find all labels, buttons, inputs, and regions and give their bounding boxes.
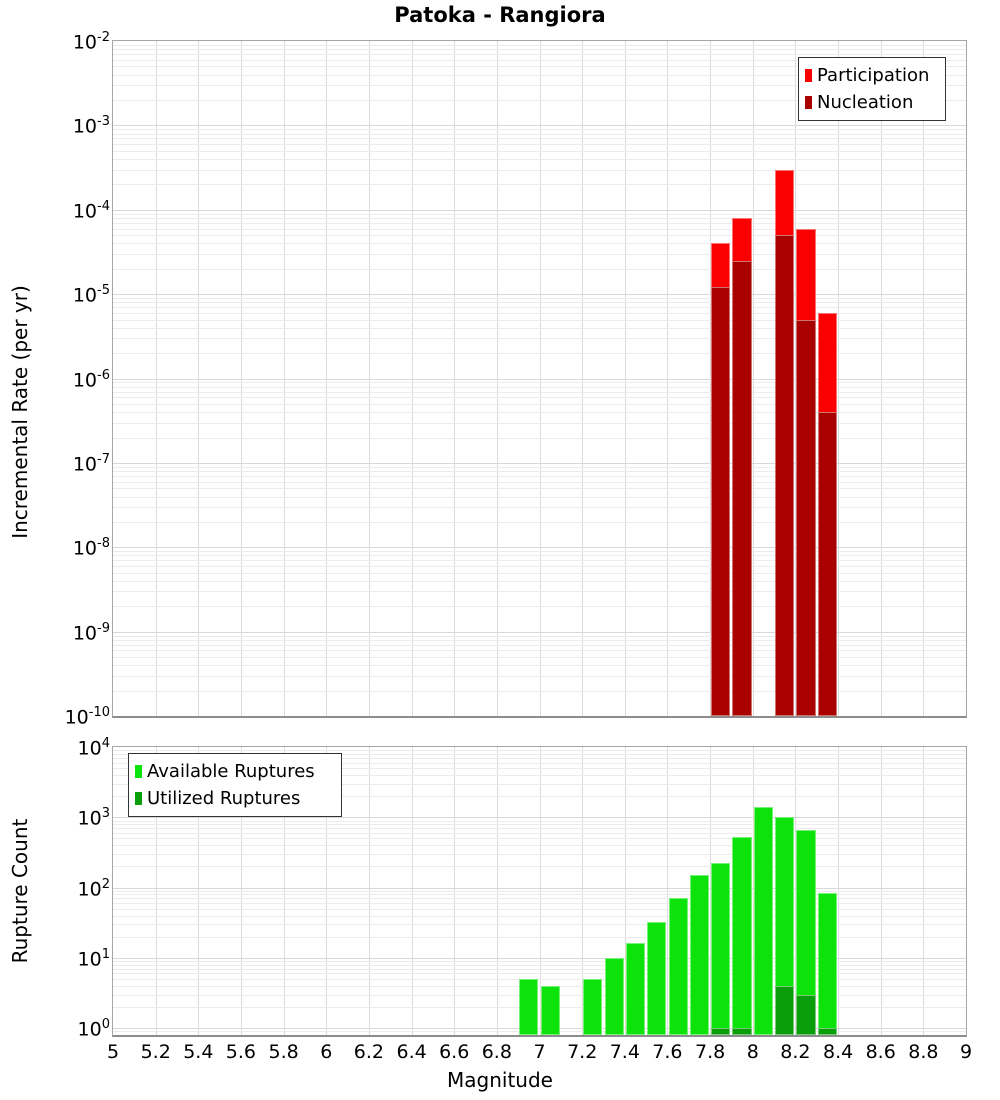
minor-gridline <box>113 566 966 567</box>
minor-gridline <box>113 909 966 910</box>
minor-gridline <box>113 229 966 230</box>
utilized-ruptures-legend-label: Utilized Ruptures <box>147 788 301 809</box>
available-ruptures-bar <box>541 986 560 1035</box>
minor-gridline <box>113 522 966 523</box>
utilized-ruptures-bar <box>732 1028 751 1035</box>
minor-gridline <box>113 313 966 314</box>
y-tick-label: $10^{-2}$ <box>72 30 110 54</box>
major-gridline <box>113 463 966 464</box>
legend-row <box>805 62 939 89</box>
minor-gridline <box>113 302 966 303</box>
minor-gridline <box>113 467 966 468</box>
minor-gridline <box>113 657 966 658</box>
x-tick-label: 8.4 <box>822 1041 854 1063</box>
y-tick-label: $10^{-6}$ <box>72 367 110 391</box>
y-tick-label: $10^{-5}$ <box>72 283 110 307</box>
minor-gridline <box>113 159 966 160</box>
available-ruptures-legend-marker <box>135 765 142 778</box>
x-tick-label: 7.8 <box>694 1041 726 1063</box>
y-tick-label: $10^0$ <box>77 1017 110 1041</box>
y-tick-label: $10^4$ <box>77 736 110 760</box>
minor-gridline <box>113 854 966 855</box>
nucleation-legend-marker <box>805 96 812 109</box>
minor-gridline <box>113 645 966 646</box>
minor-gridline <box>113 138 966 139</box>
x-tick-label: 8.8 <box>908 1041 939 1063</box>
available-ruptures-bar <box>732 837 751 1035</box>
nucleation-bar <box>711 287 730 716</box>
incremental-rate-plot <box>112 40 967 718</box>
x-tick-label: 7 <box>533 1041 546 1063</box>
minor-gridline <box>113 636 966 637</box>
minor-gridline <box>113 170 966 171</box>
major-gridline <box>113 1028 966 1029</box>
minor-gridline <box>113 338 966 339</box>
major-gridline <box>113 547 966 548</box>
x-axis-title: Magnitude <box>447 1068 553 1092</box>
utilized-ruptures-bar <box>796 995 815 1036</box>
minor-gridline <box>113 243 966 244</box>
minor-gridline <box>113 573 966 574</box>
x-tick-label: 7.6 <box>652 1041 683 1063</box>
minor-gridline <box>113 555 966 556</box>
available-ruptures-bar <box>626 943 645 1035</box>
y-tick-label: $10^{-8}$ <box>72 536 110 560</box>
minor-gridline <box>113 254 966 255</box>
minor-gridline <box>113 750 966 751</box>
major-gridline <box>113 632 966 633</box>
major-gridline <box>113 125 966 126</box>
utilized-ruptures-bar <box>775 986 794 1035</box>
available-ruptures-bar <box>669 898 688 1036</box>
minor-gridline <box>113 404 966 405</box>
chart-title: Patoka - Rangiora <box>394 3 606 27</box>
minor-gridline <box>113 134 966 135</box>
minor-gridline <box>113 476 966 477</box>
minor-gridline <box>113 497 966 498</box>
x-tick-label: 5.8 <box>268 1041 299 1063</box>
minor-gridline <box>113 833 966 834</box>
incremental-rate-plot-area <box>113 41 966 716</box>
y-tick-label: $10^{-9}$ <box>72 620 110 644</box>
minor-gridline <box>113 606 966 607</box>
minor-gridline <box>113 676 966 677</box>
minor-gridline <box>113 307 966 308</box>
minor-gridline <box>113 129 966 130</box>
major-gridline <box>113 379 966 380</box>
minor-gridline <box>113 560 966 561</box>
minor-gridline <box>113 397 966 398</box>
available-ruptures-bar <box>583 979 602 1035</box>
nucleation-bar <box>796 320 815 717</box>
count-legend <box>128 753 342 817</box>
available-ruptures-bar <box>754 807 773 1035</box>
minor-gridline <box>113 845 966 846</box>
minor-gridline <box>113 423 966 424</box>
minor-gridline <box>113 924 966 925</box>
x-tick-label: 6.4 <box>396 1041 427 1063</box>
y-tick-label: $10^{-4}$ <box>72 198 110 223</box>
minor-gridline <box>113 979 966 980</box>
utilized-ruptures-bar <box>711 1028 730 1035</box>
y-tick-label: $10^2$ <box>77 876 110 900</box>
x-tick-label: 6.2 <box>353 1041 384 1063</box>
minor-gridline <box>113 353 966 354</box>
minor-gridline <box>113 821 966 822</box>
participation-legend-marker <box>805 69 812 82</box>
utilized-ruptures-bar <box>818 1028 837 1035</box>
minor-gridline <box>113 223 966 224</box>
available-ruptures-bar <box>647 922 666 1035</box>
x-tick-label: 5.4 <box>183 1041 214 1063</box>
minor-gridline <box>113 184 966 185</box>
minor-gridline <box>113 551 966 552</box>
minor-gridline <box>113 328 966 329</box>
y-tick-label: $10^{-10}$ <box>64 705 110 729</box>
x-tick-label: 9 <box>959 1041 973 1063</box>
x-tick-label: 8.2 <box>780 1041 811 1063</box>
nucleation-bar <box>732 261 751 717</box>
minor-gridline <box>113 824 966 825</box>
x-tick-label: 6.8 <box>481 1041 512 1063</box>
minor-gridline <box>113 507 966 508</box>
major-gridline <box>113 958 966 959</box>
minor-gridline <box>113 235 966 236</box>
available-ruptures-bar <box>711 863 730 1035</box>
minor-gridline <box>113 412 966 413</box>
nucleation-legend-label: Nucleation <box>817 92 914 113</box>
major-gridline <box>113 888 966 889</box>
minor-gridline <box>113 298 966 299</box>
y-tick-label: $10^1$ <box>77 946 110 971</box>
y-axis-title-rate: Incremental Rate (per yr) <box>8 285 32 539</box>
participation-legend-label: Participation <box>817 65 930 86</box>
x-tick-label: 8.6 <box>865 1041 896 1063</box>
minor-gridline <box>113 898 966 899</box>
x-tick-label: 7.4 <box>609 1041 640 1063</box>
minor-gridline <box>113 937 966 938</box>
minor-gridline <box>113 973 966 974</box>
y-axis-title-count: Rupture Count <box>8 818 32 964</box>
minor-gridline <box>113 45 966 46</box>
minor-gridline <box>113 482 966 483</box>
minor-gridline <box>113 828 966 829</box>
x-tick-label: 5.6 <box>225 1041 256 1063</box>
minor-gridline <box>113 894 966 895</box>
minor-gridline <box>113 382 966 383</box>
available-ruptures-bar <box>519 979 538 1035</box>
minor-gridline <box>113 866 966 867</box>
minor-gridline <box>113 969 966 970</box>
minor-gridline <box>113 471 966 472</box>
minor-gridline <box>113 838 966 839</box>
major-gridline <box>113 817 966 818</box>
minor-gridline <box>113 488 966 489</box>
minor-gridline <box>113 903 966 904</box>
rate-legend <box>798 57 946 121</box>
available-ruptures-bar <box>818 893 837 1036</box>
minor-gridline <box>113 965 966 966</box>
minor-gridline <box>113 986 966 987</box>
minor-gridline <box>113 438 966 439</box>
x-tick-label: 7.2 <box>567 1041 598 1063</box>
minor-gridline <box>113 1007 966 1008</box>
available-ruptures-legend-label: Available Ruptures <box>147 761 315 782</box>
minor-gridline <box>113 387 966 388</box>
minor-gridline <box>113 916 966 917</box>
x-tick-label: 6.6 <box>439 1041 470 1063</box>
x-tick-label: 5 <box>106 1041 120 1063</box>
available-ruptures-bar <box>690 875 709 1035</box>
nucleation-bar <box>775 235 794 716</box>
x-tick-label: 8 <box>746 1041 759 1063</box>
major-gridline <box>113 294 966 295</box>
legend-row <box>135 758 335 785</box>
major-gridline <box>113 210 966 211</box>
minor-gridline <box>113 995 966 996</box>
nucleation-bar <box>818 412 837 716</box>
legend-row <box>135 785 335 812</box>
minor-gridline <box>113 891 966 892</box>
minor-gridline <box>113 218 966 219</box>
minor-gridline <box>113 151 966 152</box>
minor-gridline <box>113 144 966 145</box>
minor-gridline <box>113 640 966 641</box>
legend-row <box>805 89 939 116</box>
minor-gridline <box>113 320 966 321</box>
minor-gridline <box>113 581 966 582</box>
minor-gridline <box>113 214 966 215</box>
utilized-ruptures-legend-marker <box>135 792 142 805</box>
minor-gridline <box>113 54 966 55</box>
y-tick-label: $10^3$ <box>77 806 110 830</box>
y-tick-label: $10^{-3}$ <box>72 114 110 138</box>
y-tick-label: $10^{-7}$ <box>72 451 110 476</box>
available-ruptures-bar <box>605 958 624 1035</box>
minor-gridline <box>113 961 966 962</box>
x-tick-label: 5.2 <box>140 1041 171 1063</box>
minor-gridline <box>113 1031 966 1032</box>
minor-gridline <box>113 650 966 651</box>
minor-gridline <box>113 392 966 393</box>
minor-gridline <box>113 49 966 50</box>
minor-gridline <box>113 591 966 592</box>
minor-gridline <box>113 691 966 692</box>
x-tick-label: 6 <box>320 1041 333 1063</box>
minor-gridline <box>113 665 966 666</box>
minor-gridline <box>113 269 966 270</box>
